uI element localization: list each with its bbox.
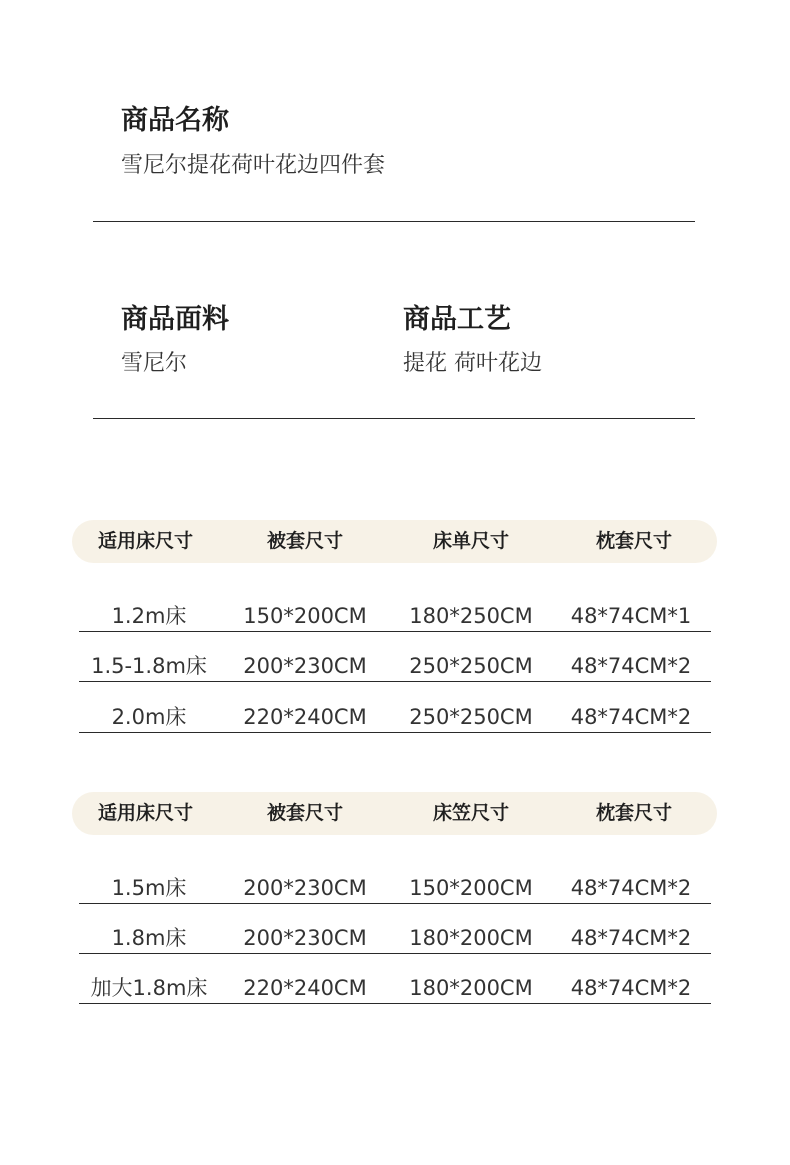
cell-pillowcase-size: 48*74CM*2 [570, 705, 692, 729]
cell-bed-size: 1.5m床 [111, 876, 187, 900]
header-pillowcase-size: 枕套尺寸 [595, 802, 672, 824]
cell-bed-size: 1.8m床 [111, 926, 187, 950]
size-table-fitted [72, 792, 717, 1000]
header-duvet-size: 被套尺寸 [266, 802, 343, 824]
cell-duvet-size: 200*230CM [243, 876, 367, 900]
product-name-label: 商品名称 [121, 105, 229, 136]
table-row [79, 682, 711, 733]
cell-pillowcase-size: 48*74CM*1 [570, 604, 692, 628]
table-header [72, 520, 717, 563]
table-row [79, 953, 711, 1004]
cell-duvet-size: 200*230CM [243, 926, 367, 950]
cell-pillowcase-size: 48*74CM*2 [570, 976, 692, 1000]
craft-label: 商品工艺 [403, 304, 511, 335]
cell-fitted-sheet-size: 150*200CM [409, 876, 533, 900]
cell-sheet-size: 250*250CM [409, 654, 533, 678]
divider-middle [93, 418, 695, 419]
cell-sheet-size: 250*250CM [409, 705, 533, 729]
cell-duvet-size: 220*240CM [243, 976, 367, 1000]
cell-fitted-sheet-size: 180*200CM [409, 926, 533, 950]
cell-pillowcase-size: 48*74CM*2 [570, 876, 692, 900]
table-row [79, 631, 711, 682]
cell-duvet-size: 150*200CM [243, 604, 367, 628]
product-name-value: 雪尼尔提花荷叶花边四件套 [121, 153, 386, 178]
header-bed-size: 适用床尺寸 [97, 530, 193, 552]
fabric-value: 雪尼尔 [121, 351, 188, 376]
cell-bed-size: 1.2m床 [111, 604, 187, 628]
cell-pillowcase-size: 48*74CM*2 [570, 654, 692, 678]
size-table-sheet [72, 520, 717, 729]
cell-bed-size: 2.0m床 [111, 705, 187, 729]
table-row [79, 853, 711, 904]
fabric-label: 商品面料 [121, 304, 229, 335]
header-duvet-size: 被套尺寸 [266, 530, 343, 552]
table-row [79, 903, 711, 954]
header-fitted-sheet-size: 床笠尺寸 [432, 802, 509, 824]
header-pillowcase-size: 枕套尺寸 [595, 530, 672, 552]
craft-value: 提花 荷叶花边 [403, 351, 542, 376]
cell-pillowcase-size: 48*74CM*2 [570, 926, 692, 950]
cell-bed-size: 1.5-1.8m床 [91, 654, 207, 678]
cell-duvet-size: 220*240CM [243, 705, 367, 729]
cell-fitted-sheet-size: 180*200CM [409, 976, 533, 1000]
table-header [72, 792, 717, 835]
header-bed-size: 适用床尺寸 [97, 802, 193, 824]
table-row [79, 581, 711, 632]
cell-duvet-size: 200*230CM [243, 654, 367, 678]
cell-bed-size: 加大1.8m床 [90, 976, 208, 1000]
cell-sheet-size: 180*250CM [409, 604, 533, 628]
header-sheet-size: 床单尺寸 [432, 530, 509, 552]
divider-top [93, 221, 695, 222]
